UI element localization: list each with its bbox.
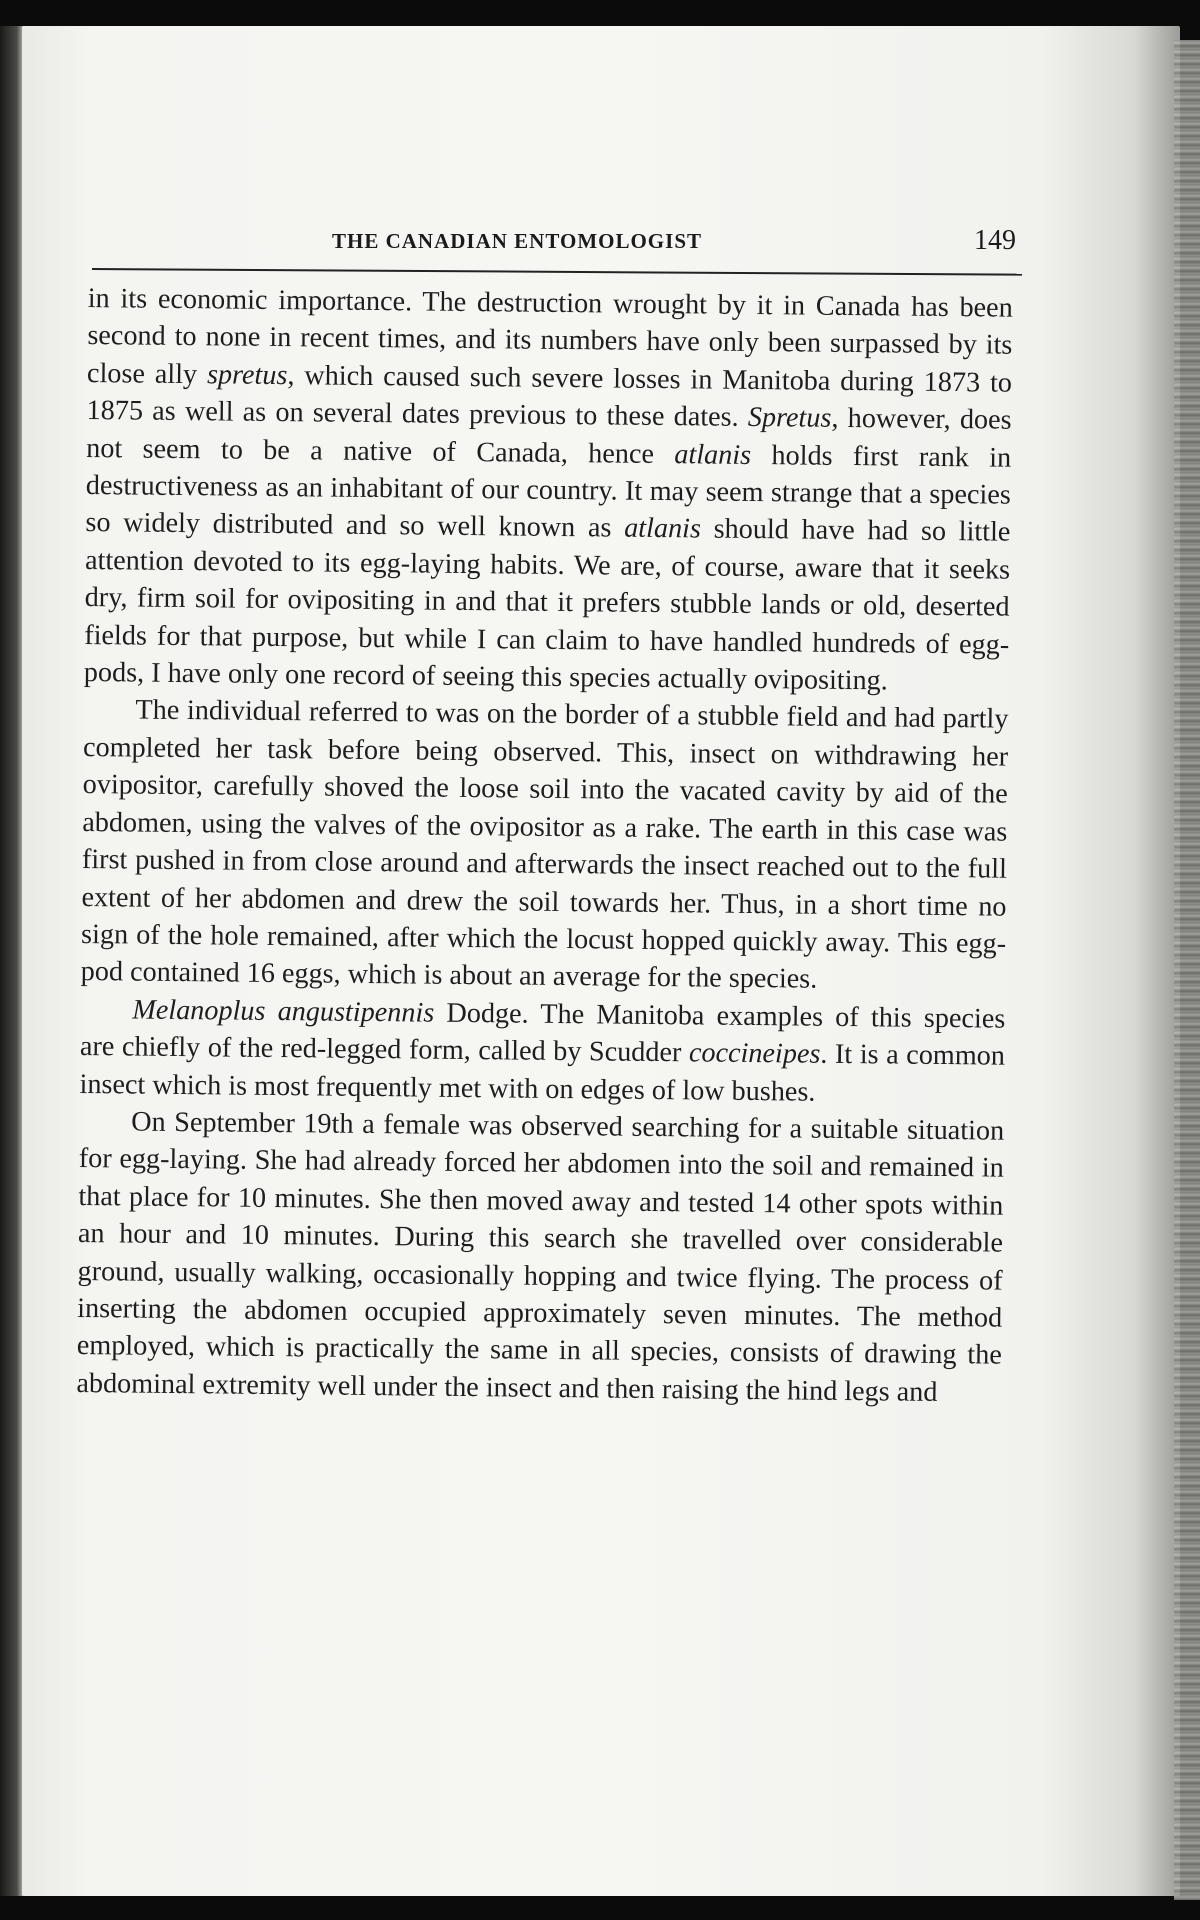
paragraph-3-text-b: Dodge. The Manitoba examples of this species are chiefly of the red-legged form, called by Scudder [79, 997, 1006, 1069]
species-name-melanoplus: Melanoplus angustipennis [132, 994, 435, 1029]
paragraph-1 [84, 280, 1013, 701]
species-name-spretus-2: Spretus [747, 402, 832, 435]
species-name-spretus: spretus [206, 359, 288, 391]
species-name-atlanis-2: atlanis [624, 513, 702, 545]
paragraph-4: On September 19th a female was observed searching for a suitable situation for egg-laying. She had already forced her abdomen into the soil and remained in that place for 10 minutes. She then moved away and tested 14 other spots within an hour and 10 minutes. During this search she travelled over considerable ground, usually walking, occasionally hopping and twice flying. The process of inserting the abdomen occupied approximately seven minutes. The method employed, which is practically the same in all species, consists of drawing the abdominal extremity well under the insect and then raising the hind legs and [76, 1106, 1005, 1408]
page-header [92, 225, 1022, 265]
paragraph-3-text-d: . It is a common insect which is most frequently met with on edges of low bushes. [79, 1038, 1006, 1108]
paragraph-2: The individual referred to was on the border of a stubble field and had partly completed her task before being observed. This, insect on withdrawing her ovipositor, carefully shoved the loose soil into the vacated cavity by aid of the abdomen, using the valves of the ovipositor as a rake. The earth in this case was first pushed in from close around and afterwards the insect reached out to the full extent of her abdomen and drew the soil towards her. Thus, in a short time no sign of the hole remained, after which the locust hopped quickly away. This egg-pod contained 16 eggs, which is about an average for the species. [80, 694, 1009, 995]
paragraph-1-text-e: , however, does not seem to be a native of Canada, hence [86, 403, 1012, 470]
paragraph-1-text-a: in its economic importance. The destruction wrought by it in Canada has been second to none in recent times, and its numbers have only been surpassed by its close ally [86, 282, 1013, 391]
article-body [76, 280, 1013, 1412]
paragraph-1-text-g: holds first rank in destructiveness as an inhabitant of our country. It may seem strange that a species so widely distributed and so well known as [85, 439, 1012, 545]
form-name-coccineipes: coccineipes [688, 1037, 821, 1070]
page-edge-stack [1174, 40, 1200, 1900]
paragraph-1-text-i: should have had so little attention devoted to its egg-laying habits. We are, of course, aware that it seeks dry, firm soil for ovipositing in and that it prefers stubble lands or old, deserted fields for that purpose, but while I can claim to have handled hundreds of egg-pods, I have only one record of seeing this species actually ovipositing. [83, 513, 1011, 697]
paragraph-3 [79, 991, 1005, 1113]
paragraph-1-text-c: , which caused such severe losses in Manitoba during 1873 to 1875 as well as on several dates previous to these dates. [86, 359, 1013, 434]
species-name-atlanis: atlanis [674, 438, 752, 471]
book-spine-shadow [0, 26, 24, 1896]
page-number: 149 [974, 225, 1016, 256]
running-title: THE CANADIAN ENTOMOLOGIST [332, 229, 703, 253]
